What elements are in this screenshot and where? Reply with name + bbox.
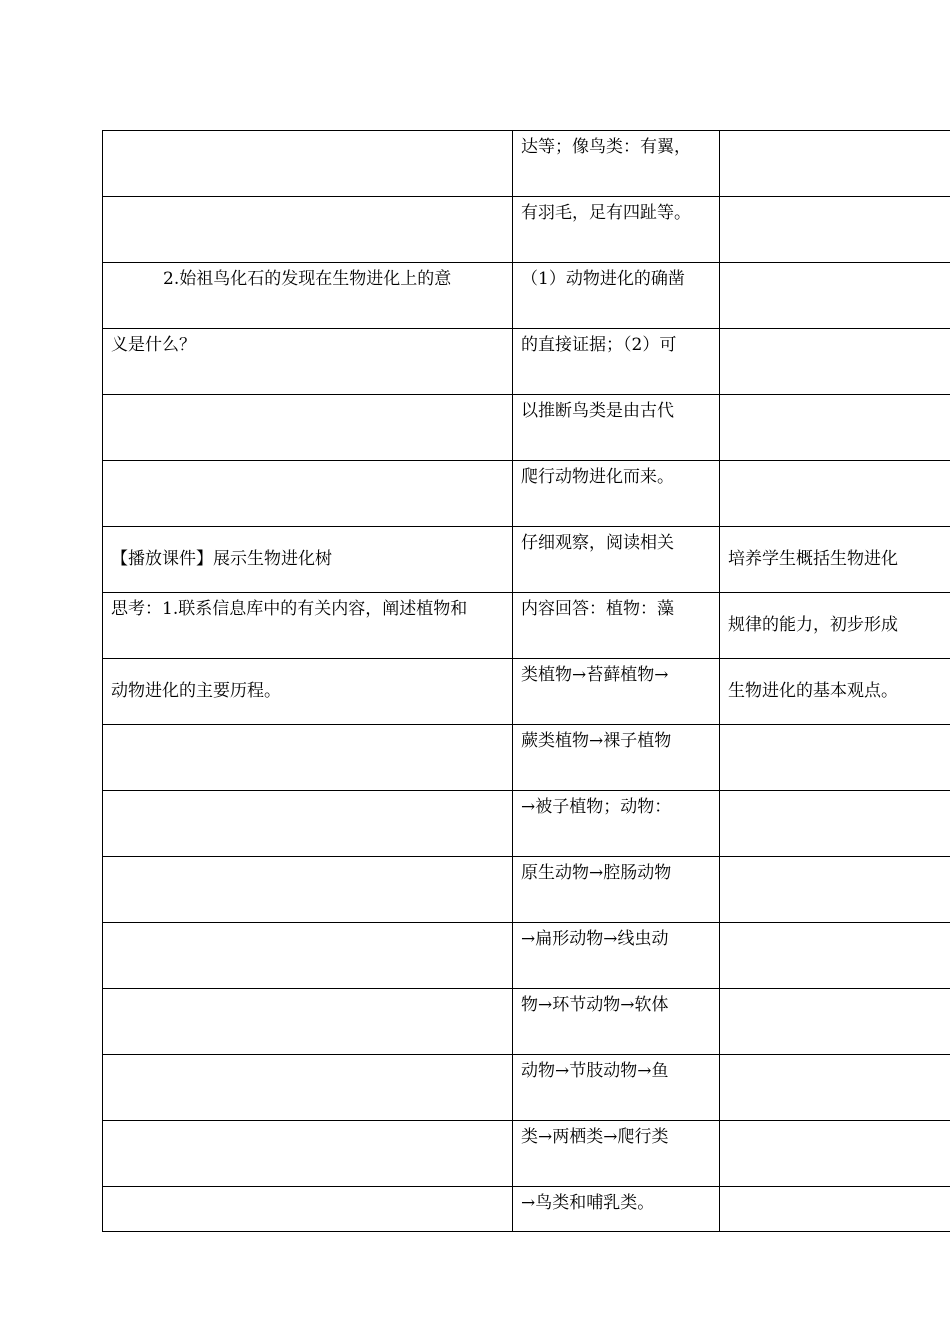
design-intent-cell: 培养学生概括生物进化 bbox=[720, 527, 950, 593]
design-intent-cell bbox=[720, 131, 950, 197]
student-activity-cell: （1）动物进化的确凿 bbox=[513, 263, 720, 329]
teacher-activity-cell: 动物进化的主要历程。 bbox=[103, 659, 513, 725]
design-intent-cell bbox=[720, 395, 950, 461]
table-row bbox=[103, 725, 950, 791]
table-row bbox=[103, 1055, 950, 1121]
design-intent-cell bbox=[720, 989, 950, 1055]
student-activity-cell: 蕨类植物→裸子植物 bbox=[513, 725, 720, 791]
student-activity-cell: 以推断鸟类是由古代 bbox=[513, 395, 720, 461]
table-row bbox=[103, 461, 950, 527]
teacher-activity-cell bbox=[103, 1121, 513, 1187]
student-activity-cell: →被子植物；动物： bbox=[513, 791, 720, 857]
table-row bbox=[103, 263, 950, 329]
table-row bbox=[103, 329, 950, 395]
student-activity-cell: →鸟类和哺乳类。 bbox=[513, 1187, 720, 1232]
teacher-activity-cell bbox=[103, 131, 513, 197]
student-activity-cell: 的直接证据；（2）可 bbox=[513, 329, 720, 395]
design-intent-cell bbox=[720, 1121, 950, 1187]
teacher-activity-cell: 思考：1.联系信息库中的有关内容，阐述植物和 bbox=[103, 593, 513, 659]
design-intent-cell bbox=[720, 461, 950, 527]
teacher-activity-cell bbox=[103, 923, 513, 989]
teacher-activity-cell bbox=[103, 791, 513, 857]
teacher-activity-cell bbox=[103, 1187, 513, 1232]
design-intent-cell bbox=[720, 1187, 950, 1232]
design-intent-cell bbox=[720, 197, 950, 263]
teacher-activity-cell bbox=[103, 461, 513, 527]
student-activity-cell: 达等；像鸟类：有翼， bbox=[513, 131, 720, 197]
table-row bbox=[103, 197, 950, 263]
table-row bbox=[103, 527, 950, 593]
student-activity-cell: 仔细观察，阅读相关 bbox=[513, 527, 720, 593]
teacher-activity-cell bbox=[103, 989, 513, 1055]
teacher-activity-cell bbox=[103, 1055, 513, 1121]
design-intent-cell bbox=[720, 791, 950, 857]
teacher-activity-cell bbox=[103, 395, 513, 461]
table-row bbox=[103, 1187, 950, 1232]
student-activity-cell: 有羽毛，足有四趾等。 bbox=[513, 197, 720, 263]
student-activity-cell: 物→环节动物→软体 bbox=[513, 989, 720, 1055]
teacher-activity-cell bbox=[103, 857, 513, 923]
design-intent-cell bbox=[720, 1055, 950, 1121]
student-activity-cell: 类→两栖类→爬行类 bbox=[513, 1121, 720, 1187]
design-intent-cell bbox=[720, 857, 950, 923]
table-row bbox=[103, 659, 950, 725]
student-activity-cell: 爬行动物进化而来。 bbox=[513, 461, 720, 527]
table-row bbox=[103, 593, 950, 659]
student-activity-cell: →扁形动物→线虫动 bbox=[513, 923, 720, 989]
teacher-activity-cell bbox=[103, 197, 513, 263]
table-row bbox=[103, 989, 950, 1055]
teacher-activity-cell: 2.始祖鸟化石的发现在生物进化上的意 bbox=[103, 263, 513, 329]
table-row bbox=[103, 857, 950, 923]
design-intent-cell bbox=[720, 263, 950, 329]
table-row bbox=[103, 395, 950, 461]
design-intent-cell bbox=[720, 725, 950, 791]
design-intent-cell bbox=[720, 923, 950, 989]
teacher-activity-cell: 义是什么？ bbox=[103, 329, 513, 395]
design-intent-cell: 生物进化的基本观点。 bbox=[720, 659, 950, 725]
student-activity-cell: 内容回答：植物：藻 bbox=[513, 593, 720, 659]
teacher-activity-cell: 【播放课件】展示生物进化树 bbox=[103, 527, 513, 593]
student-activity-cell: 动物→节肢动物→鱼 bbox=[513, 1055, 720, 1121]
design-intent-cell: 规律的能力，初步形成 bbox=[720, 593, 950, 659]
student-activity-cell: 原生动物→腔肠动物 bbox=[513, 857, 720, 923]
table-row bbox=[103, 131, 950, 197]
table-row bbox=[103, 1121, 950, 1187]
table-row bbox=[103, 923, 950, 989]
design-intent-cell bbox=[720, 329, 950, 395]
table-row bbox=[103, 791, 950, 857]
teacher-activity-cell bbox=[103, 725, 513, 791]
lesson-table bbox=[102, 130, 950, 1232]
student-activity-cell: 类植物→苔藓植物→ bbox=[513, 659, 720, 725]
